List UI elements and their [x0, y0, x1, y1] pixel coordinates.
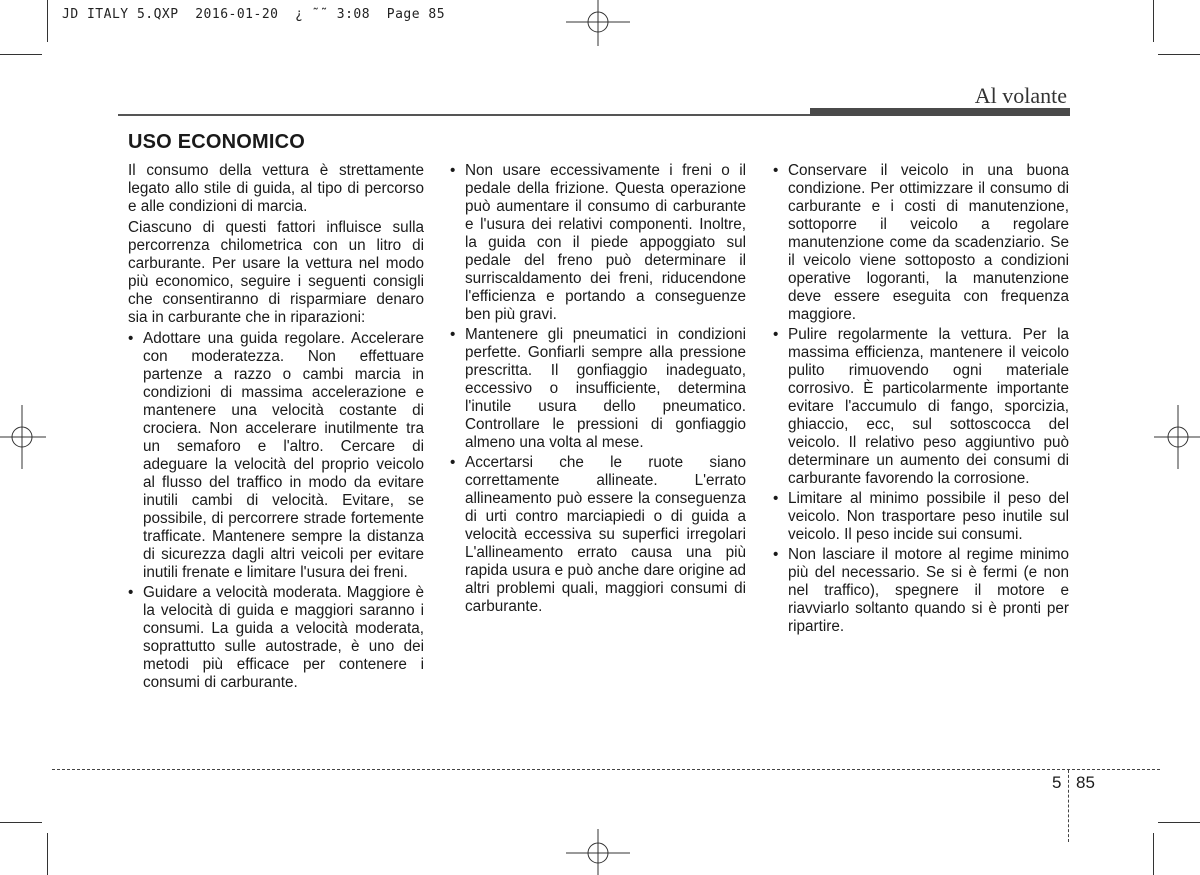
bullet-list: [773, 162, 1069, 636]
bullet-item: • Non lasciare il motore al regime minimo più del necessario. Se si è fermi (e non nel traffico), spegnere il motore e riavviarlo soltanto quando si è pronti per ripartire.: [773, 546, 1069, 636]
chapter-number: 5: [1052, 773, 1062, 792]
page-number: 85: [1076, 773, 1095, 792]
print-header: JD ITALY 5.QXP 2016-01-20 ¿ ˜˜ 3:08 Page 85: [62, 7, 446, 22]
page-heading: USO ECONOMICO: [128, 131, 306, 153]
bullet-item: • Mantenere gli pneumatici in condizioni perfette. Gonfiarli sempre alla pressione prescritta. Il gonfiaggio inadeguato, eccessivo o insufficiente, determina l'inutile usura dello pneumatico. Controllare le pressioni di gonfiaggio almeno una volta al mese.: [450, 326, 746, 452]
footer-rule: [52, 769, 1160, 770]
registration-mark-top-icon: [566, 0, 630, 46]
header-rule: [118, 114, 810, 116]
paragraph: Ciascuno di questi fattori influisce sulla percorrenza chilometrica con un litro di carburante. Per usare la vettura nel modo più economico, seguire i seguenti consigli che consentiranno di risparmiare denaro sia in carburante che in riparazioni:: [128, 219, 424, 326]
bullet-item: • Pulire regolarmente la vettura. Per la massima efficienza, mantenere il veicolo pulito rimuovendo ogni materiale corrosivo. È particolarmente importante evitare l'accumulo di fango, sporcizia, ghiaccio, ecc, sul sottoscocca del veicolo. Il relativo peso aggiuntivo può determinare un aumento dei consumi di carburante favorendo la corrosione.: [773, 326, 1069, 488]
bullet-item: • Conservare il veicolo in una buona condizione. Per ottimizzare il consumo di carburante e i costi di manutenzione, sottoporre il veicolo a regolare manutenzione come da scadenziario. Se il veicolo viene sottoposto a condizioni operative logoranti, la manutenzione deve essere eseguita con frequenza maggiore.: [773, 162, 1069, 324]
bullet-item: • Limitare al minimo possibile il peso del veicolo. Non trasportare peso inutile sul veicolo. Il peso incide sui consumi.: [773, 490, 1069, 544]
bullet-list: [128, 330, 424, 692]
text-column-3: [773, 162, 1069, 638]
paragraph: Il consumo della vettura è strettamente legato allo stile di guida, al tipo di percorso e alle condizioni di marcia.: [128, 162, 424, 215]
bullet-item: • Adottare una guida regolare. Accelerare con moderatezza. Non effettuare partenze a razzo o cambi marcia in condizioni di massima accelerazione e mantenere una velocità costante di crociera. Non accelerare inutilmente tra un semaforo e l'altro. Cercare di adeguare la velocità del proprio veicolo al flusso del traffico in modo da evitare inutili cambi di velocità. Evitare, se possibile, di percorrere strade fortemente trafficate. Mantenere sempre la distanza di sicurezza dagli altri veicoli per evitare inutili frenate e limitare l'usura dei freni.: [128, 330, 424, 582]
registration-mark-bottom-icon: [566, 829, 630, 875]
bullet-item: • Accertarsi che le ruote siano correttamente allineate. L'errato allineamento può essere la conseguenza di urti contro marciapiedi o di guida a velocità eccessiva su superfici irregolari L'allineamento errato causa una più rapida usura e può anche dare origine ad altri problemi quali, maggiori consumi di carburante.: [450, 454, 746, 616]
section-title: Al volante: [974, 83, 1067, 108]
page-number-divider: [1068, 770, 1069, 842]
text-column-1: [128, 162, 424, 694]
bullet-list: [450, 162, 746, 616]
bullet-item: • Guidare a velocità moderata. Maggiore è la velocità di guida e maggiori saranno i consumi. La guida a velocità moderata, soprattutto sulle autostrade, è uno dei metodi più efficace per contenere i consumi di carburante.: [128, 584, 424, 692]
header-rule-accent: [810, 108, 1070, 116]
registration-mark-right-icon: [1154, 405, 1200, 469]
bullet-item: • Non usare eccessivamente i freni o il pedale della frizione. Questa operazione può aumentare il consumo di carburante e l'usura dei relativi componenti. Inoltre, la guida con il piede appoggiato sul pedale del freno può determinare il surriscaldamento dei freni, riducendone l'efficienza e portando a conseguenze ben più gravi.: [450, 162, 746, 324]
text-column-2: [450, 162, 746, 618]
registration-mark-left-icon: [0, 405, 46, 469]
